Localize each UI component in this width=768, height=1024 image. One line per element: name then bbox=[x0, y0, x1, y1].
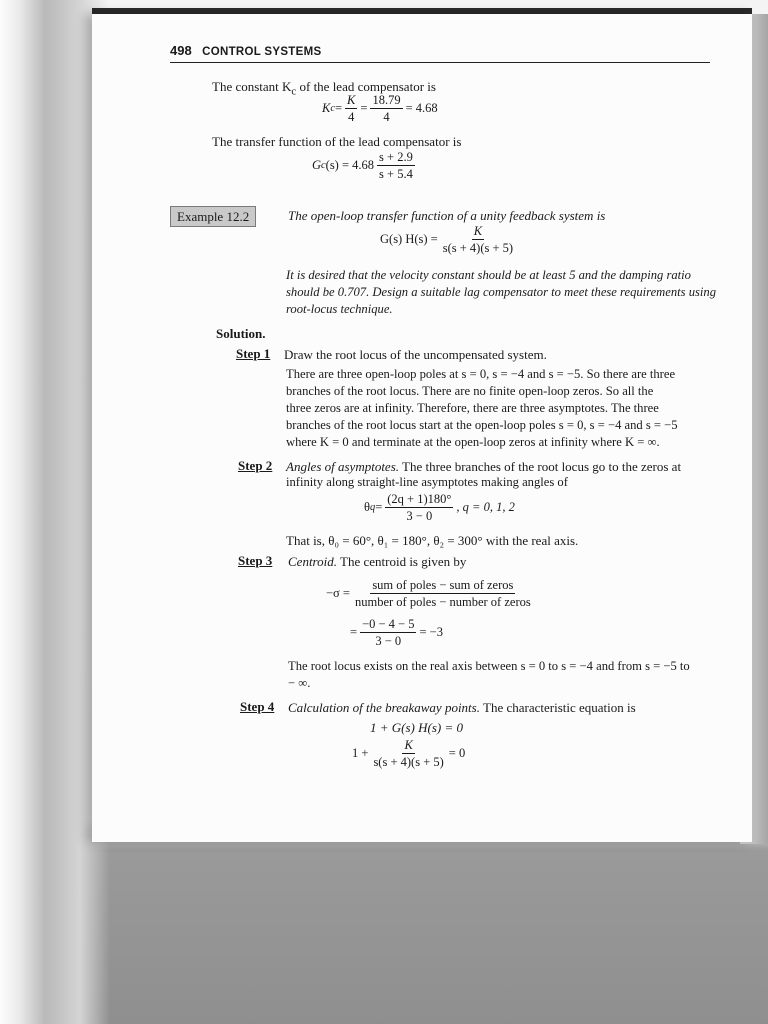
step1-label: Step 1 bbox=[236, 346, 271, 361]
centroid-fraction bbox=[353, 578, 533, 609]
gh-fraction bbox=[441, 224, 515, 255]
step2-title-rest: The three branches of the root locus go to the zeros at bbox=[399, 459, 682, 474]
theta-subscript: q bbox=[370, 502, 376, 513]
step4-label: Step 4 bbox=[240, 699, 275, 714]
step1-line: branches of the root locus. There are no finite open-loop zeros. So all the bbox=[286, 384, 654, 398]
centroid-den: number of poles − number of zeros bbox=[354, 595, 531, 609]
gh-lhs: G(s) H(s) = bbox=[380, 232, 438, 246]
theta-den: 3 − 0 bbox=[406, 509, 433, 523]
requirement-line-2: should be 0.707. Design a suitable lag compensator to meet these requirements using bbox=[286, 285, 717, 299]
step1-title: Draw the root locus of the uncompensated system. bbox=[284, 347, 547, 362]
step4-title-rest: The characteristic equation is bbox=[479, 700, 636, 715]
step3-title-italic: Centroid. bbox=[288, 554, 337, 569]
theta-symbol: θ bbox=[364, 500, 370, 514]
step4-title-italic: Calculation of the breakaway points. bbox=[288, 700, 480, 715]
gc-equation bbox=[312, 150, 418, 181]
kc-frac2-den: 4 bbox=[383, 110, 390, 124]
step1-line: There are three open-loop poles at s = 0, s = −4 and s = −5. So there are three bbox=[286, 367, 676, 381]
example-statement: The open-loop transfer function of a unity feedback system is bbox=[288, 208, 606, 223]
eq2-rhs: = 0 bbox=[448, 746, 466, 760]
calc-result: = −3 bbox=[419, 625, 443, 639]
theta-equation bbox=[364, 492, 515, 523]
sigma-lhs: −σ = bbox=[326, 586, 350, 600]
centroid-equation bbox=[326, 578, 536, 609]
step2-that-is: That is, θ₀ = 60°, θ₁ = 180°, θ₂ = 300° with the real axis. bbox=[286, 533, 579, 548]
theta-equals: = bbox=[375, 500, 383, 514]
step3-label: Step 3 bbox=[238, 553, 273, 568]
lead-constant-text-start: The constant K bbox=[212, 79, 292, 94]
gh-den: s(s + 4)(s + 5) bbox=[442, 241, 514, 255]
gh-num: K bbox=[473, 224, 483, 238]
root-locus-line-1: The root locus exists on the real axis between s = 0 to s = −4 and from s = −5 to bbox=[288, 659, 690, 673]
theta-fraction bbox=[385, 492, 453, 523]
kc-fraction-2 bbox=[370, 93, 402, 124]
kc-equals: = bbox=[334, 101, 343, 115]
step2-title bbox=[286, 458, 681, 475]
page-number: 498 bbox=[170, 43, 192, 58]
centroid-num: sum of poles − sum of zeros bbox=[372, 578, 514, 592]
kc-fraction-1 bbox=[345, 93, 357, 124]
lead-constant-subscript: c bbox=[291, 85, 297, 98]
kc-subscript: c bbox=[330, 103, 335, 114]
requirement-line-3: root-locus technique. bbox=[286, 302, 393, 316]
theta-num: (2q + 1)180° bbox=[387, 492, 452, 506]
step1-line: where K = 0 and terminate at the open-loop zeros at infinity where K = ∞. bbox=[286, 435, 660, 449]
gc-subscript: c bbox=[321, 160, 326, 171]
kc-frac1-den: 4 bbox=[348, 110, 355, 124]
calc-equals: = bbox=[350, 625, 358, 639]
step2-line2: infinity along straight-line asymptotes making angles of bbox=[286, 475, 568, 489]
kc-frac2-num: 18.79 bbox=[372, 93, 401, 107]
eq2-lhs: 1 + bbox=[352, 746, 369, 760]
calc-den: 3 − 0 bbox=[375, 634, 402, 648]
step3-title bbox=[288, 553, 466, 570]
theta-tail: , q = 0, 1, 2 bbox=[456, 500, 515, 514]
kc-equation: K c = $\frac{K}{4}$ = $\frac{18.79}{4}$ = 4.68 bbox=[322, 93, 438, 124]
calc-num: −0 − 4 − 5 bbox=[362, 617, 415, 631]
calc-fraction bbox=[360, 617, 416, 648]
breakaway-equation bbox=[352, 738, 465, 769]
characteristic-equation: 1 + G(s) H(s) = 0 bbox=[370, 720, 464, 735]
step1-line: three zeros are at infinity. Therefore, there are three asymptotes. The three bbox=[286, 401, 659, 415]
eq2-num: K bbox=[404, 738, 413, 752]
root-locus-line-2: − ∞. bbox=[288, 676, 311, 690]
gc-num: s + 2.9 bbox=[379, 150, 413, 164]
running-header bbox=[170, 42, 710, 63]
step2-title-italic: Angles of asymptotes. bbox=[286, 459, 400, 474]
gc-lhs-end: (s) = 4.68 bbox=[325, 158, 375, 172]
kc-frac1-num: K bbox=[347, 93, 356, 107]
eq2-fraction bbox=[371, 738, 445, 769]
kc-symbol: K bbox=[322, 101, 331, 115]
example-label: Example 12.2 bbox=[170, 206, 256, 227]
gh-equation bbox=[380, 224, 518, 255]
gc-symbol: G bbox=[312, 158, 322, 172]
centroid-calc bbox=[350, 617, 443, 648]
step3-title-rest: The centroid is given by bbox=[337, 554, 467, 569]
requirement-line-1: It is desired that the velocity constant should be at least 5 and the damping ratio bbox=[286, 268, 691, 282]
eq2-den: s(s + 4)(s + 5) bbox=[373, 755, 444, 769]
step4-title bbox=[288, 699, 636, 716]
gc-fraction bbox=[377, 150, 415, 181]
step1-line: branches of the root locus start at the open-loop poles s = 0, s = −4 and s = −5 bbox=[286, 418, 678, 432]
gc-den: s + 5.4 bbox=[379, 167, 413, 181]
transfer-function-text: The transfer function of the lead compensator is bbox=[212, 134, 462, 149]
lead-constant-text-end: of the lead compensator is bbox=[296, 79, 436, 94]
step2-label: Step 2 bbox=[238, 458, 273, 473]
running-title: CONTROL SYSTEMS bbox=[202, 46, 322, 58]
kc-result: = 4.68 bbox=[405, 101, 438, 115]
solution-label: Solution. bbox=[216, 326, 266, 341]
